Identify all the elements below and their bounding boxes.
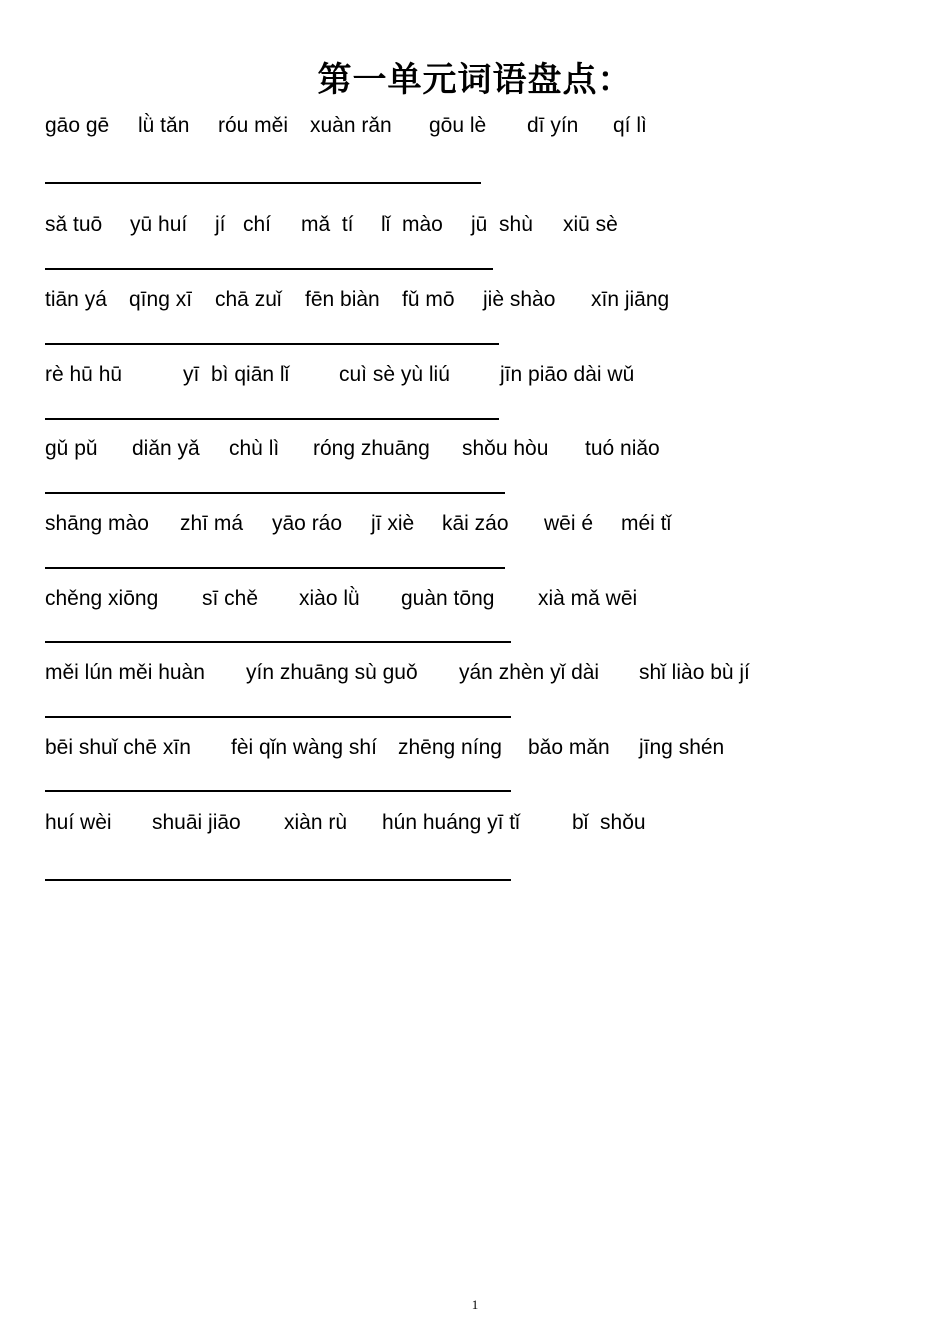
pinyin-word: jū shù xyxy=(471,213,533,236)
page-title: 第一单元词语盘点： xyxy=(317,60,633,100)
pinyin-word: měi lún měi huàn xyxy=(45,661,205,684)
pinyin-word: chù lì xyxy=(229,437,280,460)
pinyin-word: tuó niǎo xyxy=(585,437,660,460)
pinyin-word: jī xiè xyxy=(371,512,415,535)
pinyin-word: méi tǐ xyxy=(621,512,672,535)
pinyin-word: hún huáng yī tǐ xyxy=(382,811,520,834)
pinyin-word: fēn biàn xyxy=(305,288,380,311)
pinyin-word: fèi qǐn wàng shí xyxy=(231,736,377,759)
pinyin-row-8 xyxy=(45,659,905,689)
pinyin-word: lǜ tǎn xyxy=(138,114,190,137)
pinyin-word: diǎn yǎ xyxy=(132,437,200,460)
pinyin-row-4 xyxy=(45,361,905,391)
pinyin-row-9 xyxy=(45,734,905,764)
pinyin-word: sǎ tuō xyxy=(45,213,103,236)
pinyin-word: yāo ráo xyxy=(272,512,343,535)
pinyin-word: dī yín xyxy=(527,114,579,137)
pinyin-word: zhī má xyxy=(180,512,244,535)
answer-line-3 xyxy=(45,343,499,345)
answer-line-5 xyxy=(45,492,505,494)
page-number: 1 xyxy=(471,1297,479,1312)
pinyin-word: gōu lè xyxy=(429,114,487,137)
pinyin-word: cuì sè yù liú xyxy=(339,363,450,386)
pinyin-word: qīng xī xyxy=(129,288,193,311)
pinyin-word: jīng shén xyxy=(639,736,725,759)
pinyin-word: xuàn rǎn xyxy=(310,114,392,137)
pinyin-word: shāng mào xyxy=(45,512,149,535)
pinyin-word: kāi záo xyxy=(442,512,509,535)
pinyin-row-6 xyxy=(45,510,905,540)
pinyin-word: jīn piāo dài wǔ xyxy=(500,363,635,386)
answer-line-8 xyxy=(45,716,511,718)
pinyin-word: qí lì xyxy=(613,114,647,137)
pinyin-word: guàn tōng xyxy=(401,587,495,610)
pinyin-word: tiān yá xyxy=(45,288,107,311)
pinyin-word: jiè shào xyxy=(483,288,556,311)
pinyin-row-7 xyxy=(45,585,905,615)
pinyin-word: shuāi jiāo xyxy=(152,811,241,834)
pinyin-word: mǎ tí xyxy=(301,213,354,236)
answer-line-9 xyxy=(45,790,511,792)
pinyin-word: rè hū hū xyxy=(45,363,123,386)
answer-line-2 xyxy=(45,268,493,270)
answer-line-4 xyxy=(45,418,499,420)
pinyin-word: yán zhèn yǐ dài xyxy=(459,661,600,684)
pinyin-word: róng zhuāng xyxy=(313,437,430,460)
pinyin-row-3 xyxy=(45,286,905,316)
pinyin-row-2 xyxy=(45,211,905,241)
answer-line-6 xyxy=(45,567,505,569)
pinyin-word: xià mǎ wēi xyxy=(538,587,638,610)
pinyin-word: xiào lǜ xyxy=(299,587,360,610)
pinyin-row-5 xyxy=(45,435,905,465)
pinyin-word: xīn jiāng xyxy=(591,288,670,311)
pinyin-word: yī bì qiān lǐ xyxy=(183,363,290,386)
pinyin-word: yū huí xyxy=(130,213,188,236)
pinyin-word: bǎo mǎn xyxy=(528,736,610,759)
pinyin-word: yín zhuāng sù guǒ xyxy=(246,661,418,684)
pinyin-word: bǐ shǒu xyxy=(572,811,646,834)
pinyin-row-1 xyxy=(45,112,905,142)
pinyin-word: huí wèi xyxy=(45,811,112,834)
pinyin-word: jí chí xyxy=(215,213,272,236)
pinyin-word: wēi é xyxy=(544,512,594,535)
pinyin-word: shǒu hòu xyxy=(462,437,549,460)
answer-line-10 xyxy=(45,879,511,881)
pinyin-word: róu měi xyxy=(218,114,289,137)
pinyin-word: zhēng níng xyxy=(398,736,502,759)
pinyin-word: chěng xiōng xyxy=(45,587,159,610)
pinyin-word: shǐ liào bù jí xyxy=(639,661,750,684)
pinyin-word: chā zuǐ xyxy=(215,288,282,311)
pinyin-word: sī chě xyxy=(202,587,259,610)
answer-line-7 xyxy=(45,641,511,643)
pinyin-word: fǔ mō xyxy=(402,288,455,311)
pinyin-word: xiàn rù xyxy=(284,811,348,834)
answer-line-1 xyxy=(45,182,481,184)
pinyin-word: gāo gē xyxy=(45,114,110,137)
pinyin-word: bēi shuǐ chē xīn xyxy=(45,736,191,759)
pinyin-row-10 xyxy=(45,809,905,839)
pinyin-word: gǔ pǔ xyxy=(45,437,98,460)
pinyin-word: lǐ mào xyxy=(381,213,443,236)
pinyin-word: xiū sè xyxy=(563,213,618,236)
